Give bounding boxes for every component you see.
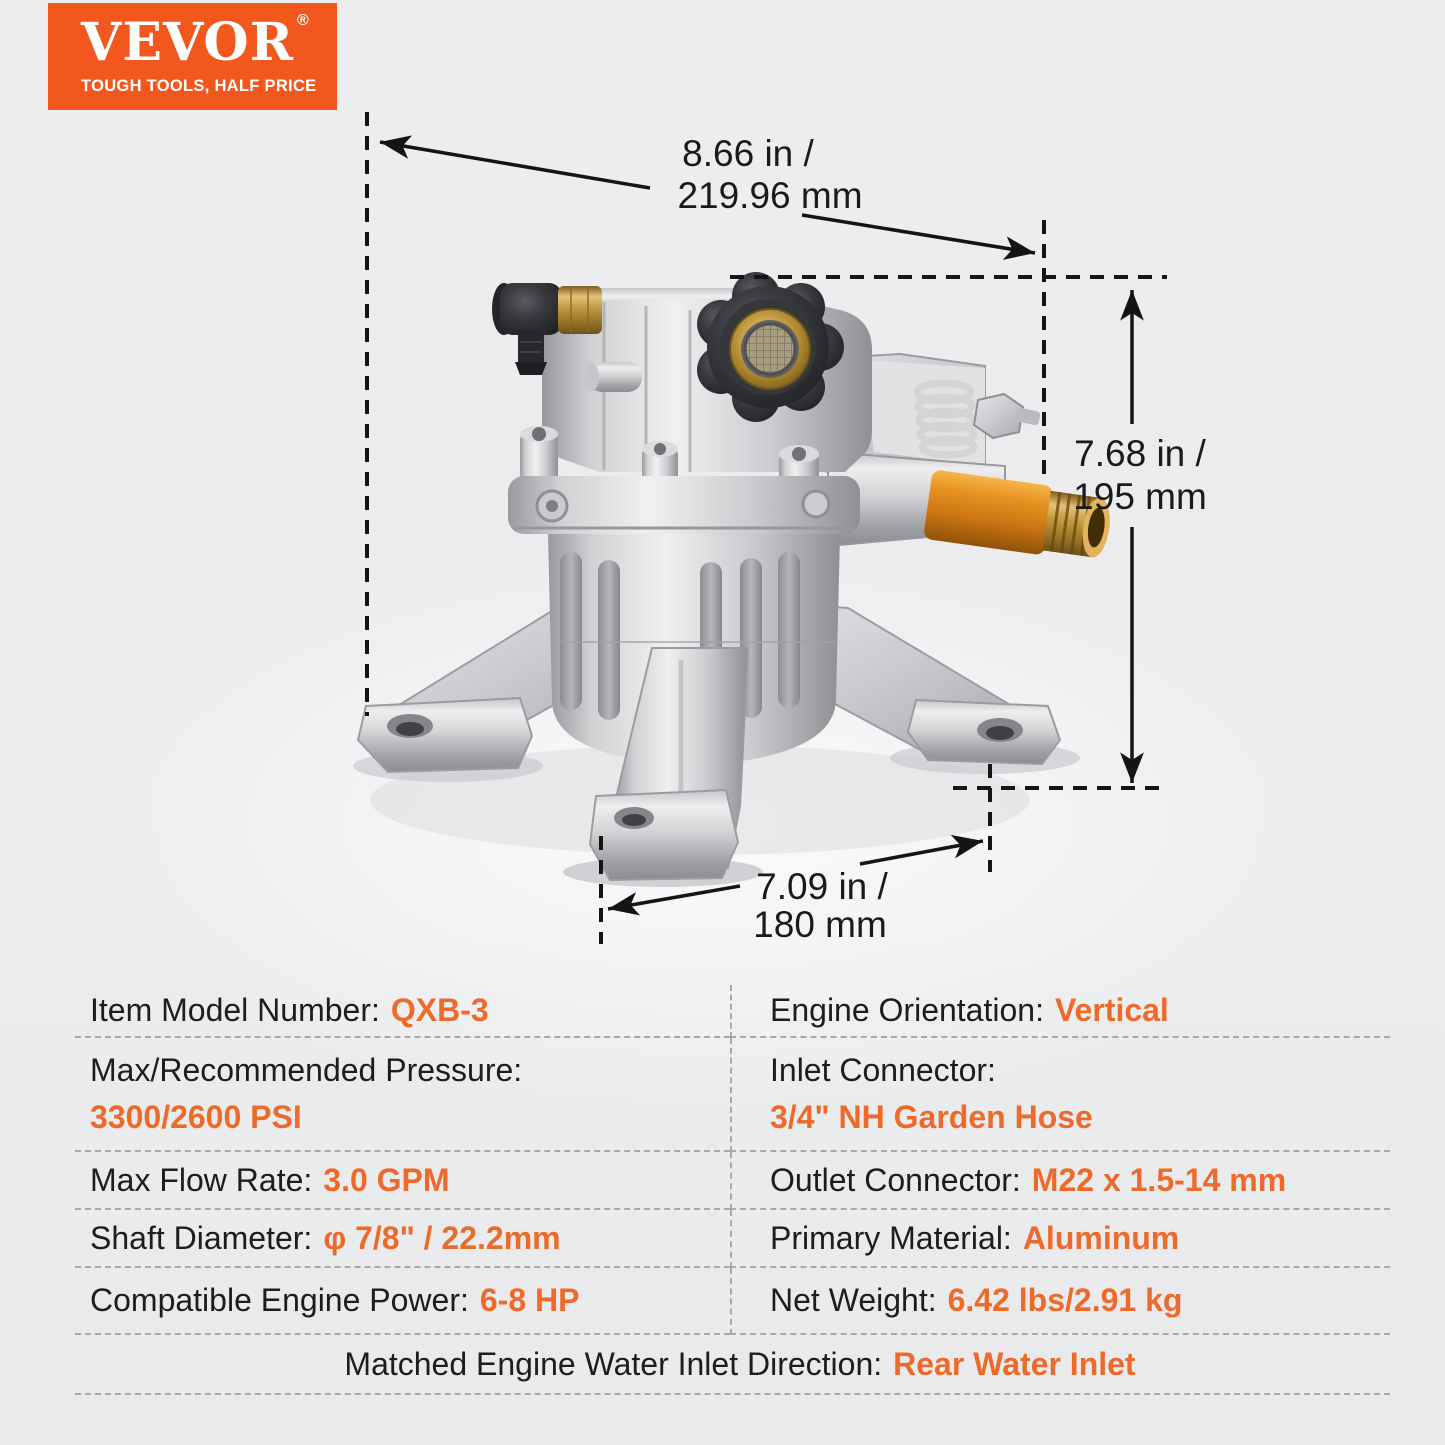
spec-compatible-engine-power bbox=[75, 1268, 730, 1335]
spec-label: Outlet Connector: bbox=[770, 1161, 1021, 1198]
spec-primary-material bbox=[730, 1210, 1390, 1268]
spec-value: Vertical bbox=[1054, 992, 1169, 1028]
spec-item-model-number bbox=[75, 985, 730, 1038]
brand-name: VEVOR bbox=[81, 12, 294, 73]
spec-value: 3/4" NH Garden Hose bbox=[770, 1099, 1093, 1135]
spec-shaft-diameter bbox=[75, 1210, 730, 1268]
spec-value: 6-8 HP bbox=[479, 1282, 580, 1318]
spec-max-flow-rate bbox=[75, 1152, 730, 1210]
spec-engine-orientation bbox=[730, 985, 1390, 1038]
dim-height-right-line1: 7.68 in / bbox=[1074, 433, 1206, 474]
spec-value: 3.0 GPM bbox=[323, 1161, 450, 1198]
spec-value: 3300/2600 PSI bbox=[90, 1099, 302, 1135]
spec-label: Max/Recommended Pressure: bbox=[90, 1052, 523, 1088]
spec-label: Max Flow Rate: bbox=[90, 1161, 313, 1198]
dim-width-top-line2: 219.96 mm bbox=[677, 175, 863, 216]
spec-value: Aluminum bbox=[1022, 1219, 1180, 1256]
spec-label: Engine Orientation: bbox=[770, 992, 1044, 1028]
inlet-filter-screen bbox=[745, 324, 795, 374]
spec-table bbox=[75, 985, 1390, 1395]
spec-value: Rear Water Inlet bbox=[893, 1345, 1136, 1382]
dim-width-bottom-line2: 180 mm bbox=[753, 904, 887, 945]
spec-outlet-connector bbox=[730, 1152, 1390, 1210]
spec-water-inlet-direction bbox=[75, 1335, 1390, 1395]
spec-value: φ 7/8" / 22.2mm bbox=[323, 1219, 561, 1256]
dim-width-bottom-line1: 7.09 in / bbox=[756, 866, 888, 907]
spec-max-pressure bbox=[75, 1038, 730, 1152]
spec-label: Compatible Engine Power: bbox=[90, 1282, 469, 1318]
outlet-fitting bbox=[828, 452, 1114, 564]
spec-label: Matched Engine Water Inlet Direction: bbox=[344, 1345, 883, 1382]
spec-value: 6.42 lbs/2.91 kg bbox=[947, 1282, 1183, 1318]
spec-value: QXB-3 bbox=[390, 992, 489, 1028]
spec-label: Inlet Connector: bbox=[770, 1052, 996, 1088]
spec-inlet-connector bbox=[730, 1038, 1390, 1152]
dim-height-right-line2: 195 mm bbox=[1073, 476, 1207, 517]
dim-width-top-line1: 8.66 in / bbox=[682, 133, 814, 174]
spec-value: M22 x 1.5-14 mm bbox=[1031, 1161, 1287, 1198]
brand-tagline: TOUGH TOOLS, HALF PRICE bbox=[81, 77, 317, 95]
spec-net-weight bbox=[730, 1268, 1390, 1335]
spec-label: Net Weight: bbox=[770, 1282, 937, 1318]
registered-trademark-icon: ® bbox=[296, 12, 309, 29]
spec-label: Item Model Number: bbox=[90, 992, 380, 1028]
spec-label: Shaft Diameter: bbox=[90, 1219, 313, 1256]
pump-illustration bbox=[353, 272, 1114, 887]
spec-label: Primary Material: bbox=[770, 1219, 1012, 1256]
